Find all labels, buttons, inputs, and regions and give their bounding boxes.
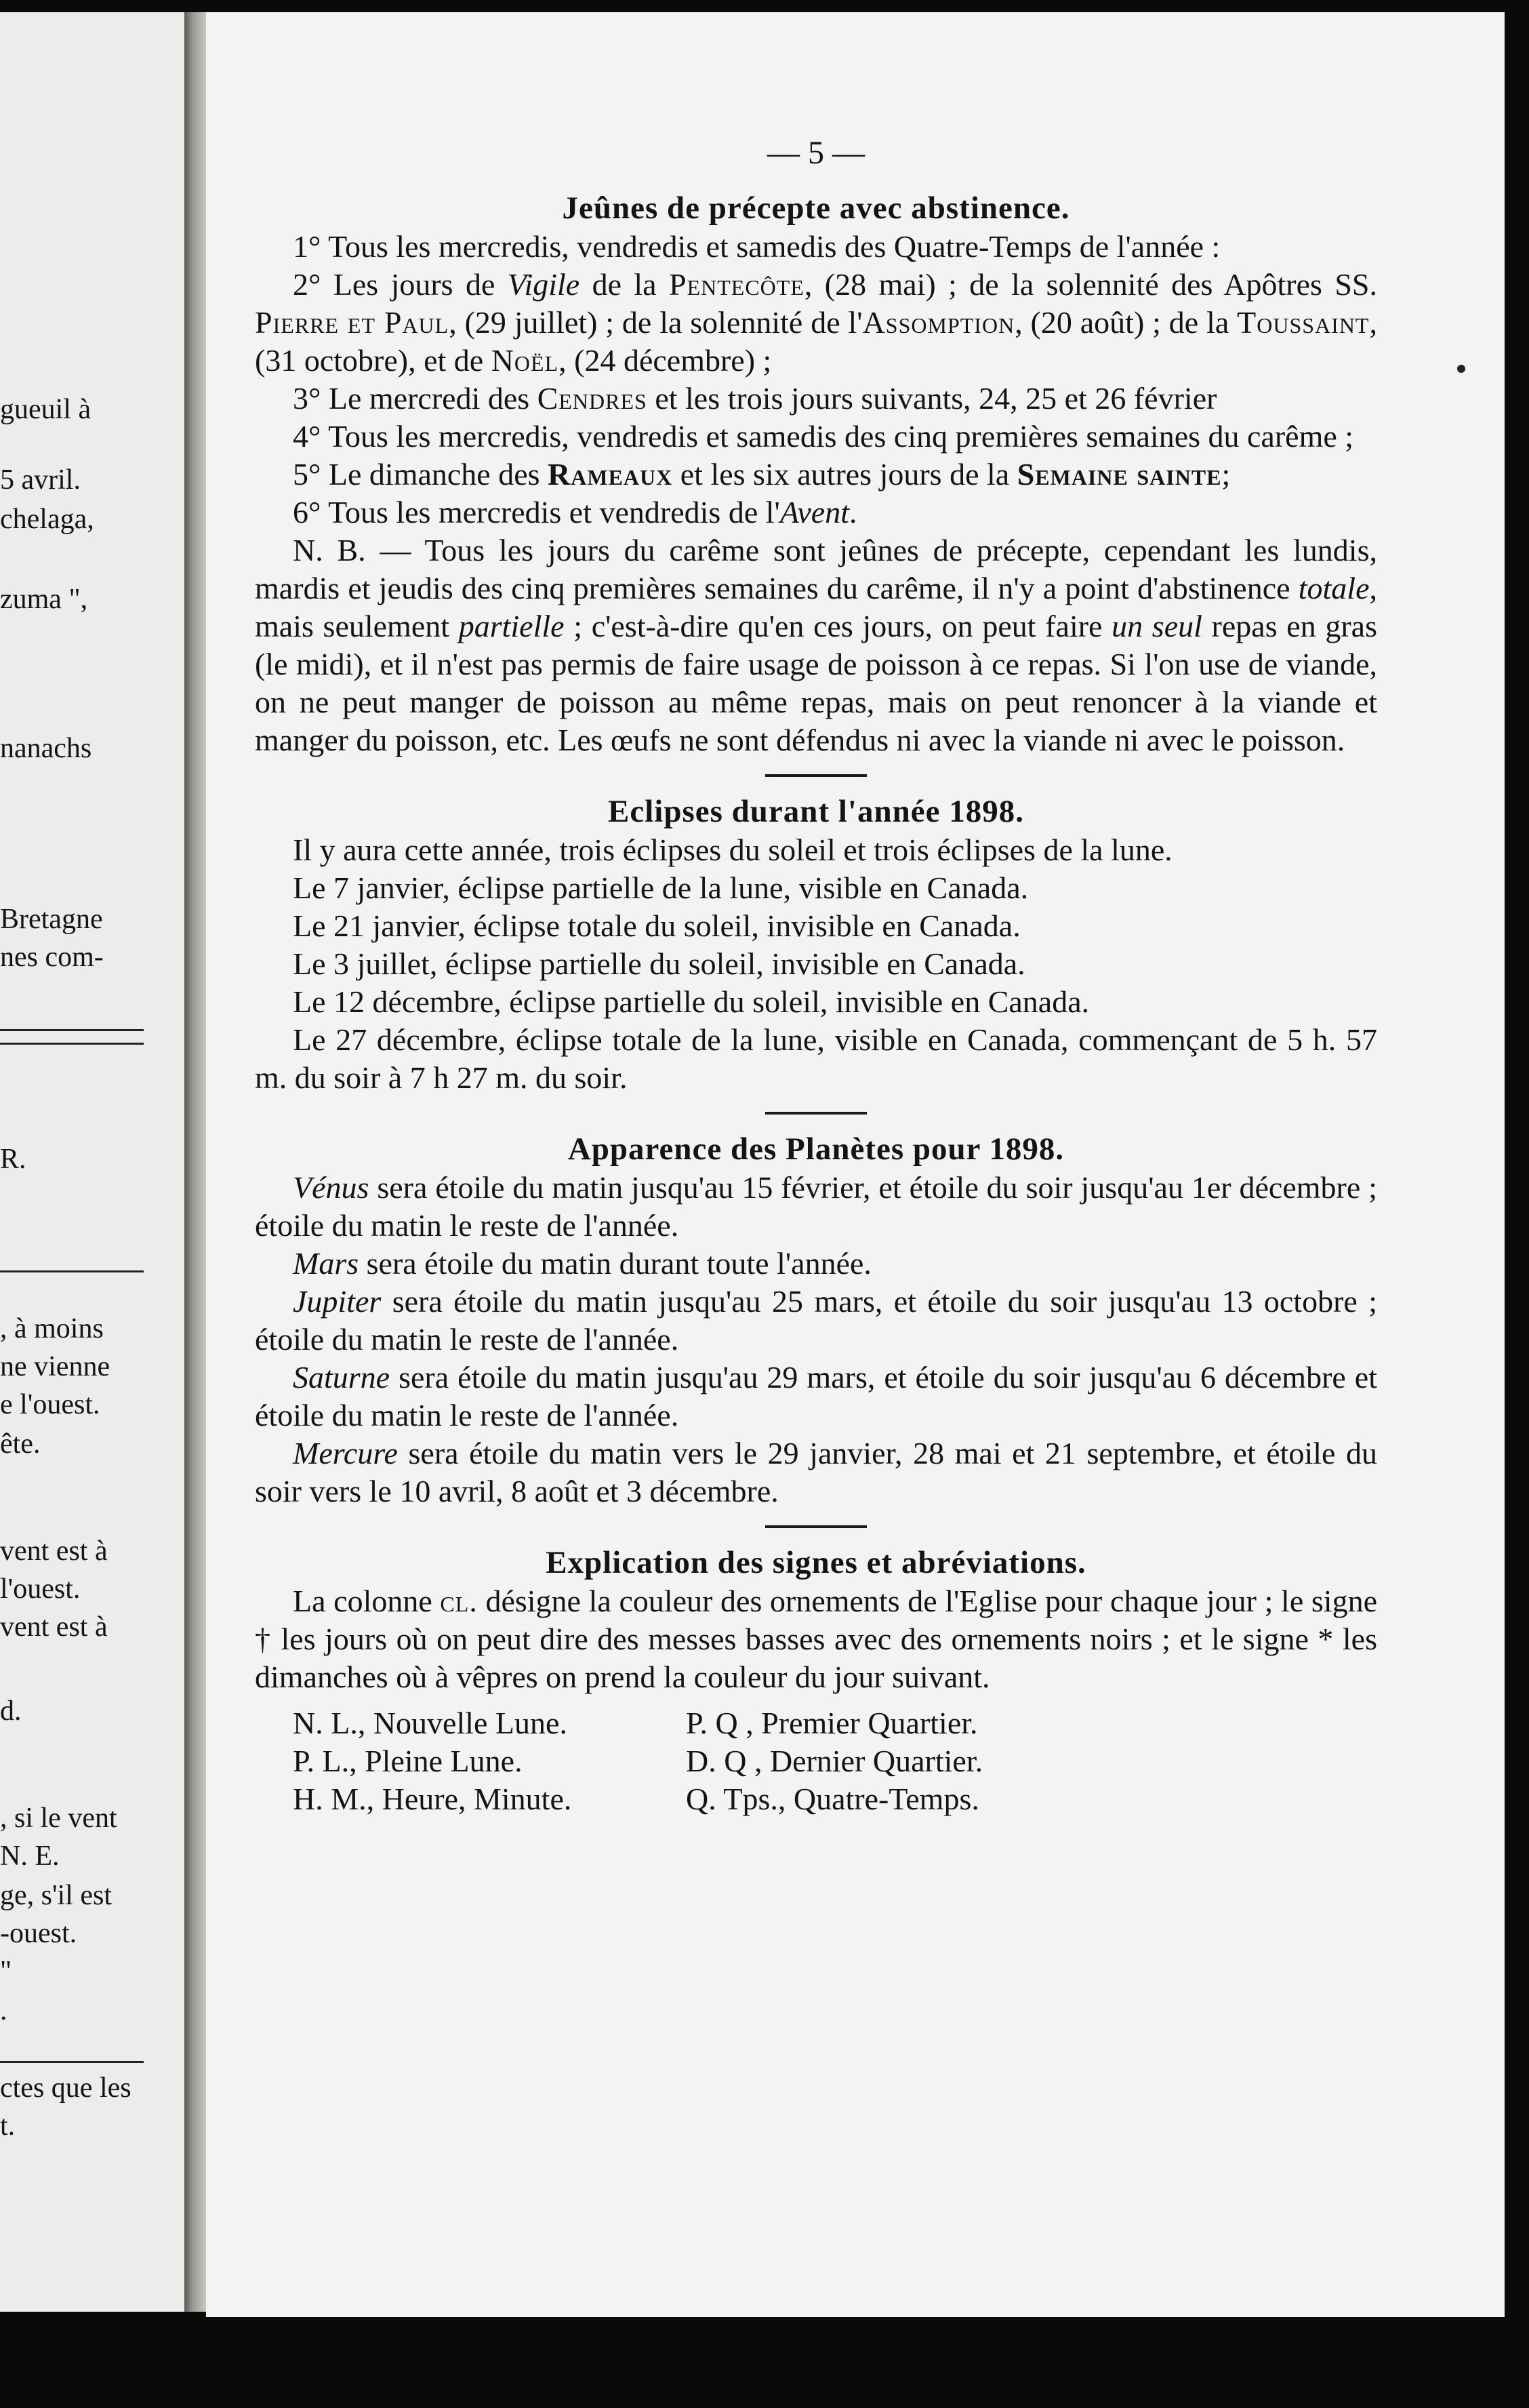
- abbreviations-table: [293, 1704, 1377, 1818]
- left-page-text-fragment: 5 avril.: [0, 464, 81, 496]
- left-page-text-fragment: ge, s'il est: [0, 1880, 113, 1911]
- left-rule-1: [0, 1029, 144, 1031]
- book-gutter: [184, 12, 206, 2312]
- eclipse-item: Le 3 juillet, éclipse partielle du soleil, invisible en Canada.: [293, 946, 1025, 981]
- planet-saturne: Saturne sera étoile du matin jusqu'au 29 mars, et étoile du soir jusqu'au 6 décembre et étoile du matin le reste de l'année.: [255, 1360, 1377, 1432]
- left-page-text-fragment: R.: [0, 1144, 26, 1175]
- left-page-text-fragment: , à moins: [0, 1313, 104, 1344]
- left-rule-4: [0, 2061, 144, 2063]
- jeunes-item-2: 2° Les jours de Vigile de la Pentecôte, (28 mai) ; de la solennité des Apôtres SS. Pierre et Paul, (29 juillet) ; de la solennité de l'Assomption, (20 août) ; de la Toussaint, (31 octobre), et de Noël, (24 décembre) ;: [255, 267, 1377, 378]
- page-number: — 5 —: [767, 135, 865, 171]
- left-page-text-fragment: ": [0, 1956, 12, 1987]
- left-page-text-fragment: zuma ",: [0, 584, 88, 615]
- planet-mars: Mars sera étoile du matin durant toute l'année.: [293, 1246, 872, 1281]
- left-page-text-fragment: nanachs: [0, 733, 92, 764]
- abbreviation-entry: H. M., Heure, Minute.: [293, 1782, 572, 1816]
- eclipse-item: Le 27 décembre, éclipse totale de la lune, visible en Canada, commençant de 5 h. 57 m. du soir à 7 h 27 m. du soir.: [255, 1022, 1377, 1095]
- abbreviation-entry: P. Q , Premier Quartier.: [686, 1706, 978, 1740]
- abbreviation-entry: Q. Tps., Quatre-Temps.: [686, 1782, 979, 1816]
- left-page-text-fragment: ête.: [0, 1428, 41, 1460]
- section-title-eclipses: Eclipses durant l'année 1898.: [608, 794, 1024, 829]
- page-content: [255, 133, 1377, 1818]
- explication-text: La colonne cl. désigne la couleur des ornements de l'Eglise pour chaque jour ; le signe † les jours où on peut dire des messes basses avec des ornements noirs ; et le signe * les dimanches où à vêpres on prend la couleur du jour suivant.: [255, 1584, 1377, 1694]
- left-page-text-fragment: e l'ouest.: [0, 1389, 100, 1420]
- left-page-text-fragment: chelaga,: [0, 504, 94, 535]
- section-planetes: [255, 1129, 1377, 1510]
- section-divider: [765, 1525, 867, 1528]
- left-page-text-fragment: Bretagne: [0, 904, 103, 935]
- left-rule-3: [0, 1270, 144, 1272]
- section-jeunes: [255, 188, 1377, 759]
- section-title-jeunes: Jeûnes de précepte avec abstinence.: [562, 190, 1070, 226]
- abbreviation-entry: P. L., Pleine Lune.: [293, 1744, 523, 1778]
- left-page-text-fragment: vent est à: [0, 1536, 108, 1567]
- left-page-text-fragment: t.: [0, 2110, 16, 2142]
- abbreviation-entry: D. Q , Dernier Quartier.: [686, 1744, 983, 1778]
- left-page-text-fragment: d.: [0, 1695, 22, 1727]
- left-page-text-fragment: vent est à: [0, 1611, 108, 1643]
- section-title-explication: Explication des signes et abréviations.: [546, 1545, 1086, 1580]
- left-page-text-fragment: ne vienne: [0, 1351, 110, 1382]
- left-page-text-fragment: l'ouest.: [0, 1573, 81, 1605]
- jeunes-item-6: 6° Tous les mercredis et vendredis de l'Avent.: [293, 495, 857, 529]
- eclipse-item: Le 12 décembre, éclipse partielle du soleil, invisible en Canada.: [293, 984, 1090, 1019]
- left-page-fragment: [0, 12, 184, 2312]
- abbreviation-entry: N. L., Nouvelle Lune.: [293, 1706, 567, 1740]
- eclipse-item: Le 21 janvier, éclipse totale du soleil, invisible en Canada.: [293, 908, 1021, 943]
- jeunes-item-3: 3° Le mercredi des Cendres et les trois jours suivants, 24, 25 et 26 février: [293, 381, 1217, 416]
- left-page-text-fragment: -ouest.: [0, 1918, 77, 1949]
- jeunes-nota-bene: N. B. — Tous les jours du carême sont jeûnes de précepte, cependant les lundis, mardis et jeudis des cinq premières semaines du carême, il n'y a point d'abstinence totale, mais seulement partielle ; c'est-à-dire qu'en ces jours, on peut faire un seul repas en gras (le midi), et il n'est pas permis de faire usage de poisson à ce repas. Si l'on use de viande, on ne peut manger de poisson au même repas, mais on peut renoncer à la viande et manger du poisson, etc. Les œufs ne sont défendus ni avec la viande ni avec le poisson.: [255, 533, 1377, 757]
- left-page-text-fragment: , si le vent: [0, 1803, 117, 1834]
- left-page-text-fragment: N. E.: [0, 1841, 60, 1872]
- section-divider: [765, 774, 867, 777]
- section-divider: [765, 1112, 867, 1115]
- planet-venus: Vénus sera étoile du matin jusqu'au 15 février, et étoile du soir jusqu'au 1er décembre ; étoile du matin le reste de l'année.: [255, 1170, 1377, 1243]
- left-page-text-fragment: .: [0, 1995, 7, 2026]
- left-page-text-fragment: nes com-: [0, 942, 104, 973]
- section-explication: [255, 1543, 1377, 1818]
- ink-speck: [1457, 365, 1465, 373]
- eclipse-item: Le 7 janvier, éclipse partielle de la lune, visible en Canada.: [293, 870, 1029, 905]
- left-rule-2: [0, 1043, 144, 1045]
- eclipses-intro: Il y aura cette année, trois éclipses du soleil et trois éclipses de la lune.: [293, 832, 1173, 867]
- jeunes-item-1: 1° Tous les mercredis, vendredis et samedis des Quatre-Temps de l'année :: [293, 229, 1221, 264]
- planet-mercure: Mercure sera étoile du matin vers le 29 janvier, 28 mai et 21 septembre, et étoile du soir vers le 10 avril, 8 août et 3 décembre.: [255, 1436, 1377, 1508]
- planet-jupiter: Jupiter sera étoile du matin jusqu'au 25 mars, et étoile du soir jusqu'au 13 octobre ; étoile du matin le reste de l'année.: [255, 1284, 1377, 1357]
- section-title-planetes: Apparence des Planètes pour 1898.: [567, 1131, 1065, 1167]
- jeunes-item-5: 5° Le dimanche des Rameaux et les six autres jours de la Semaine sainte;: [293, 457, 1231, 491]
- jeunes-item-4: 4° Tous les mercredis, vendredis et samedis des cinq premières semaines du carême ;: [293, 419, 1354, 454]
- left-page-text-fragment: gueuil à: [0, 394, 91, 425]
- section-eclipses: [255, 792, 1377, 1097]
- left-page-text-fragment: ctes que les: [0, 2072, 131, 2104]
